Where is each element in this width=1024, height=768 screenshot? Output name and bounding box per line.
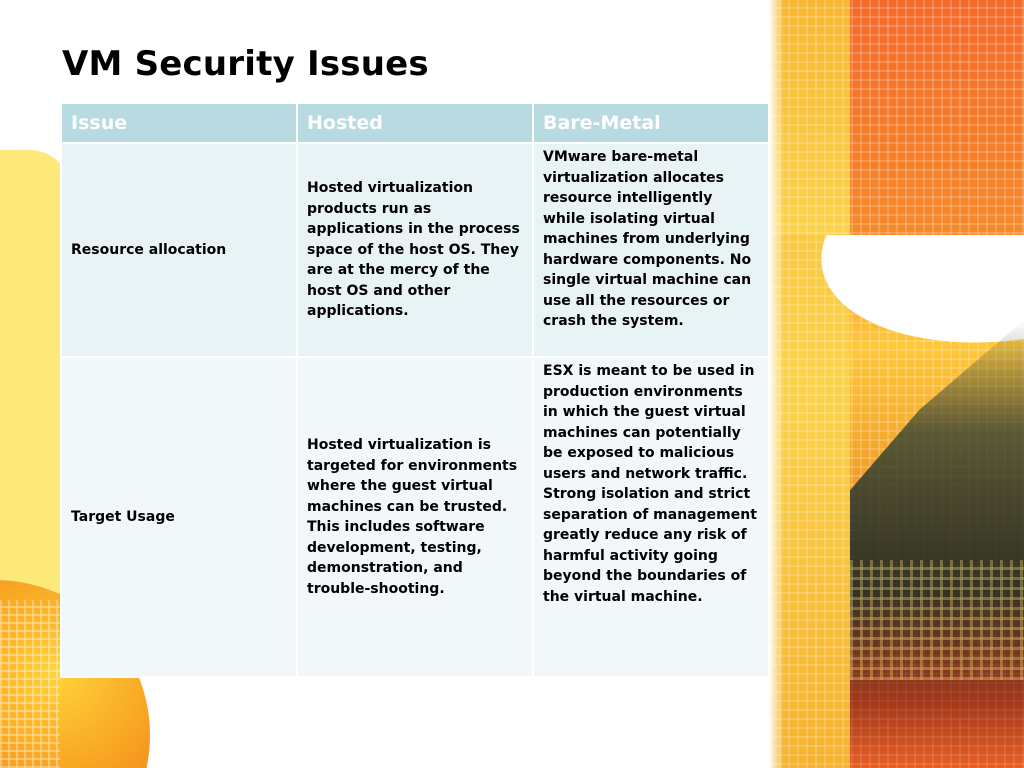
header-bare-metal: Bare-Metal bbox=[533, 103, 769, 143]
slide-title: VM Security Issues bbox=[62, 44, 429, 84]
table-header-row bbox=[61, 103, 769, 143]
decorative-server-lights bbox=[850, 560, 1024, 680]
table-row bbox=[61, 143, 769, 357]
decorative-top-right-block bbox=[770, 0, 1024, 235]
comparison-table bbox=[60, 102, 770, 678]
table-row bbox=[61, 357, 769, 677]
cell-bare-metal: ESX is meant to be used in production environments in which the guest virtual machines can potentially be exposed to malicious users and network traffic. Strong isolation and strict separation of management greatly reduce any risk of harmful activity going beyond the boundaries of the virtual machine. bbox=[533, 357, 769, 677]
comparison-table-container bbox=[60, 102, 770, 678]
cell-hosted: Hosted virtualization products run as applications in the process space of the host OS. They are at the mercy of the host OS and other applications. bbox=[297, 143, 533, 357]
cell-hosted: Hosted virtualization is targeted for environments where the guest virtual machines can be trusted. This includes software development, testing, demonstration, and trouble-shooting. bbox=[297, 357, 533, 677]
cell-issue: Target Usage bbox=[61, 357, 297, 677]
header-hosted: Hosted bbox=[297, 103, 533, 143]
decorative-edge-fade bbox=[770, 0, 784, 768]
header-issue: Issue bbox=[61, 103, 297, 143]
decorative-grid-left bbox=[0, 600, 60, 768]
cell-issue: Resource allocation bbox=[61, 143, 297, 357]
cell-bare-metal: VMware bare-metal virtualization allocates resource intelligently while isolating virtual machines from underlying hardware components. No single virtual machine can use all the resources or crash the system. bbox=[533, 143, 769, 357]
